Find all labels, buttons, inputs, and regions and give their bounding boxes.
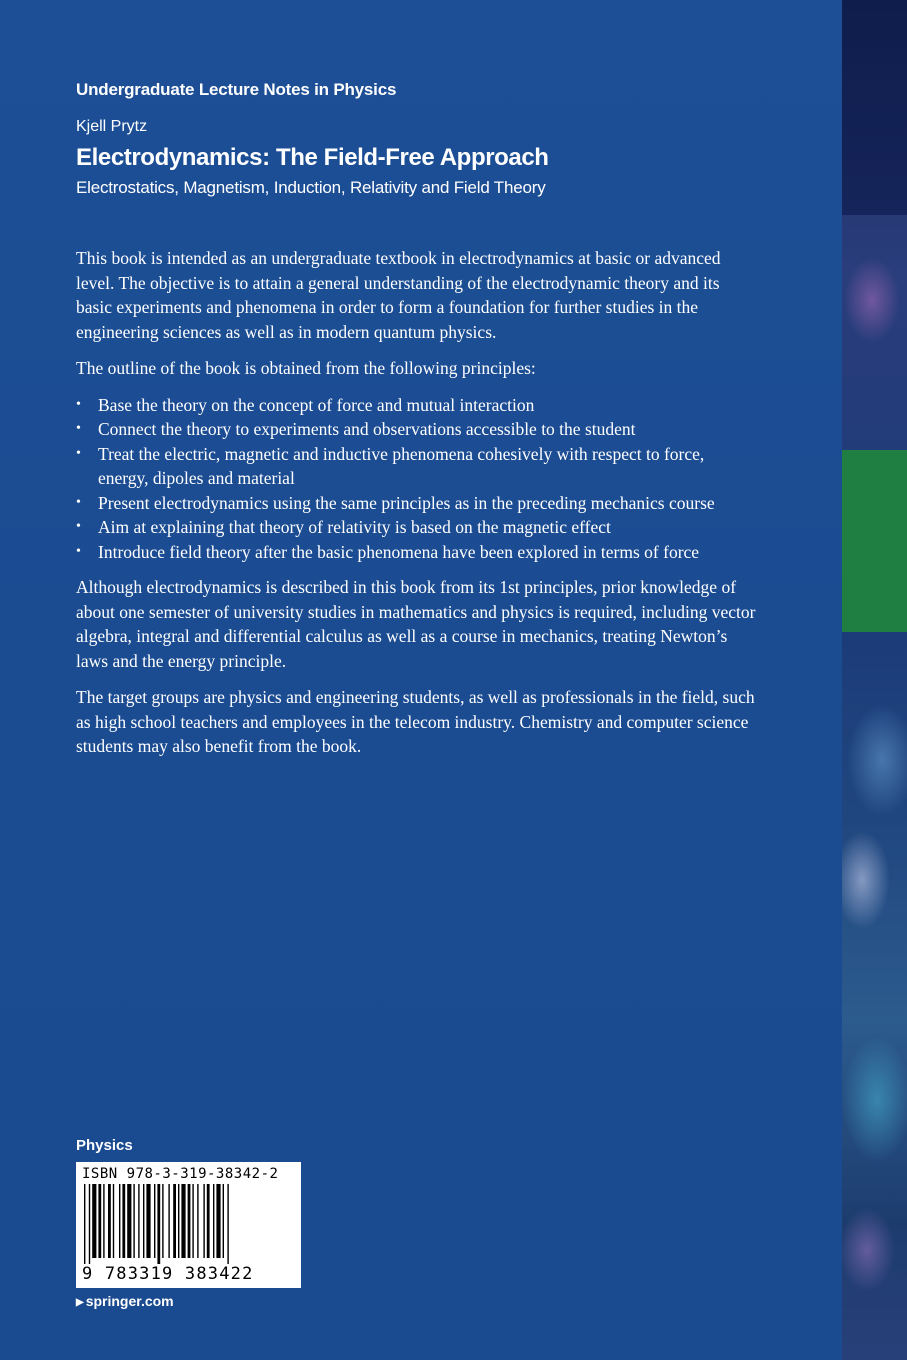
- list-item: • Treat the electric, magnetic and inductive phenomena cohesively with respect to force, energy, dipoles and material: [76, 442, 756, 491]
- publisher-url: springer.com: [85, 1293, 174, 1309]
- list-item: • Present electrodynamics using the same principles as in the preceding mechanics course: [76, 491, 756, 516]
- spine-color-tab: [842, 450, 907, 632]
- barcode-bar: [113, 1184, 114, 1258]
- barcode-bar: [89, 1184, 90, 1264]
- book-title: Electrodynamics: The Field-Free Approach: [76, 144, 549, 171]
- cover-image-strip-dark: [842, 0, 907, 215]
- barcode-bar: [213, 1184, 214, 1258]
- barcode-bar: [157, 1184, 160, 1264]
- subject-category: Physics: [76, 1137, 133, 1154]
- barcode-bar: [173, 1184, 176, 1258]
- author-name: Kjell Prytz: [76, 118, 148, 135]
- barcode-bar: [178, 1184, 179, 1258]
- barcode-bar: [146, 1184, 150, 1258]
- barcode-bar: [197, 1184, 198, 1258]
- barcode-bar: [181, 1184, 185, 1258]
- barcode-icon: [76, 1184, 301, 1264]
- list-item: • Connect the theory to experiments and observations accessible to the student: [76, 417, 756, 442]
- blurb-outline-lead: The outline of the book is obtained from the following principles:: [76, 358, 536, 378]
- barcode-bar: [143, 1184, 144, 1258]
- barcode-bar: [162, 1184, 163, 1258]
- triangle-right-icon: ▶: [76, 1297, 84, 1308]
- barcode-bar: [98, 1184, 101, 1258]
- barcode-bar: [127, 1184, 131, 1258]
- barcode-bar: [92, 1184, 96, 1258]
- barcode-bar: [203, 1184, 204, 1258]
- barcode-bar: [138, 1184, 139, 1258]
- barcode-bar: [122, 1184, 125, 1258]
- isbn-number: ISBN 978-3-319-38342-2: [82, 1166, 279, 1182]
- barcode-bar: [119, 1184, 120, 1258]
- barcode-bar: [168, 1184, 169, 1258]
- barcode-bar: [154, 1184, 155, 1258]
- barcode-bar: [188, 1184, 191, 1258]
- publisher-link[interactable]: [76, 1293, 174, 1309]
- barcode-box: [76, 1162, 301, 1288]
- book-subtitle: Electrostatics, Magnetism, Induction, Relativity and Field Theory: [76, 178, 546, 197]
- barcode-bar: [223, 1184, 224, 1258]
- principles-list: [76, 393, 756, 565]
- barcode-bar: [207, 1184, 210, 1258]
- barcode-bar: [108, 1184, 111, 1258]
- ean-digits: 9 783319 383422: [82, 1264, 254, 1284]
- barcode-bar: [103, 1184, 104, 1258]
- barcode-bar: [227, 1184, 228, 1264]
- barcode-bar: [192, 1184, 193, 1258]
- blurb-intro: This book is intended as an undergraduate textbook in electrodynamics at basic or advanced level. The objective is to attain a general understanding of the electrodynamic theory and its basic experiments and phenomena in order to form a foundation for further studies in the engineering sciences as well as in modern quantum physics.: [76, 248, 721, 342]
- barcode-bar: [84, 1184, 85, 1264]
- list-item: • Introduce field theory after the basic phenomena have been explored in terms of force: [76, 540, 756, 565]
- barcode-bar: [216, 1184, 220, 1258]
- blurb-prerequisites: Although electrodynamics is described in this book from its 1st principles, prior knowledge of about one semester of university studies in mathematics and physics is required, including vector algebra, integral and differential calculus as well as a course in mechanics, treating Newton’s laws and the energy principle.: [76, 577, 756, 671]
- series-title: Undergraduate Lecture Notes in Physics: [76, 80, 397, 99]
- barcode-bar: [133, 1184, 134, 1258]
- blurb-audience: The target groups are physics and engineering students, as well as professionals in the field, such as high school teachers and employees in the telecom industry. Chemistry and computer science students may also benefit from the book.: [76, 687, 755, 756]
- list-item: • Base the theory on the concept of force and mutual interaction: [76, 393, 756, 418]
- blurb: [76, 246, 756, 771]
- list-item: • Aim at explaining that theory of relativity is based on the magnetic effect: [76, 515, 756, 540]
